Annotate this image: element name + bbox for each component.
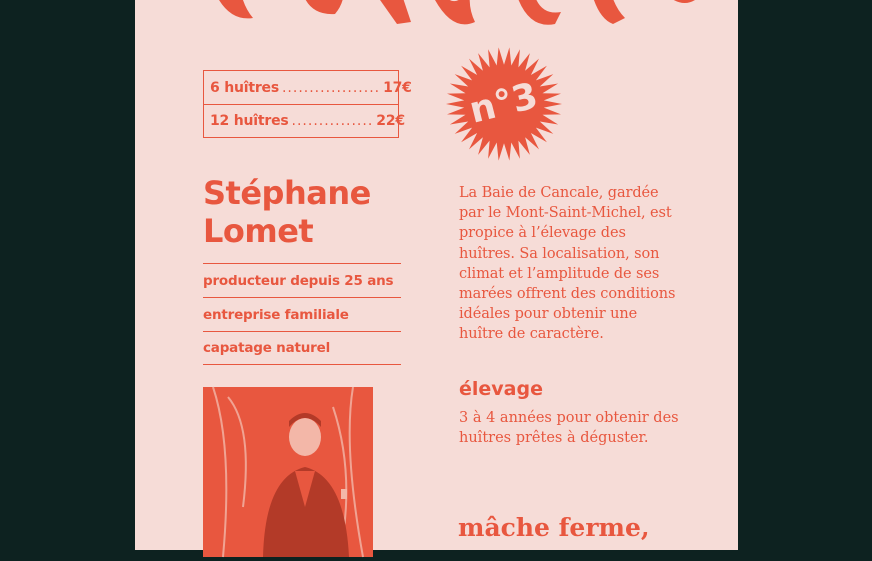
description: La Baie de Cancale, gardée par le Mont-Saint-Michel, est propice à l’élevage des huîtres. Sa localisation, son climat et l’amplitude de ses marées offrent des conditions idéales pour obtenir une huître de caractère. (459, 185, 676, 343)
producer-first-name: Stéphane (203, 174, 371, 212)
elevage-heading: élevage (459, 378, 543, 400)
price-list (203, 70, 412, 138)
price-label: 6 huîtres (210, 79, 279, 96)
price-label: 12 huîtres (210, 113, 289, 129)
fact-item: capatage naturel (203, 331, 401, 365)
price-row-12 (204, 104, 405, 137)
fact-item: entreprise familiale (203, 297, 401, 331)
poster (135, 0, 738, 550)
price-value: 22€ (376, 113, 405, 129)
price-leader-dots: .................. (281, 79, 381, 96)
price-leader-dots: ............... (291, 113, 374, 129)
cancale-title-fragment (135, 0, 738, 40)
producer-photo (203, 387, 373, 557)
price-value: 17€ (383, 79, 412, 96)
producer-facts (203, 263, 401, 365)
producer-last-name: Lomet (203, 212, 314, 250)
producer-name (203, 174, 423, 250)
badge-label: n°3 (465, 75, 542, 132)
number-badge (438, 45, 570, 163)
producer-photo-illustration (203, 387, 373, 557)
bottom-heading: mâche ferme, (458, 513, 650, 542)
elevage-text: 3 à 4 années pour obtenir des huîtres prêtes à déguster. (459, 410, 679, 447)
price-row-6 (204, 71, 412, 104)
fact-item: producteur depuis 25 ans (203, 263, 401, 297)
